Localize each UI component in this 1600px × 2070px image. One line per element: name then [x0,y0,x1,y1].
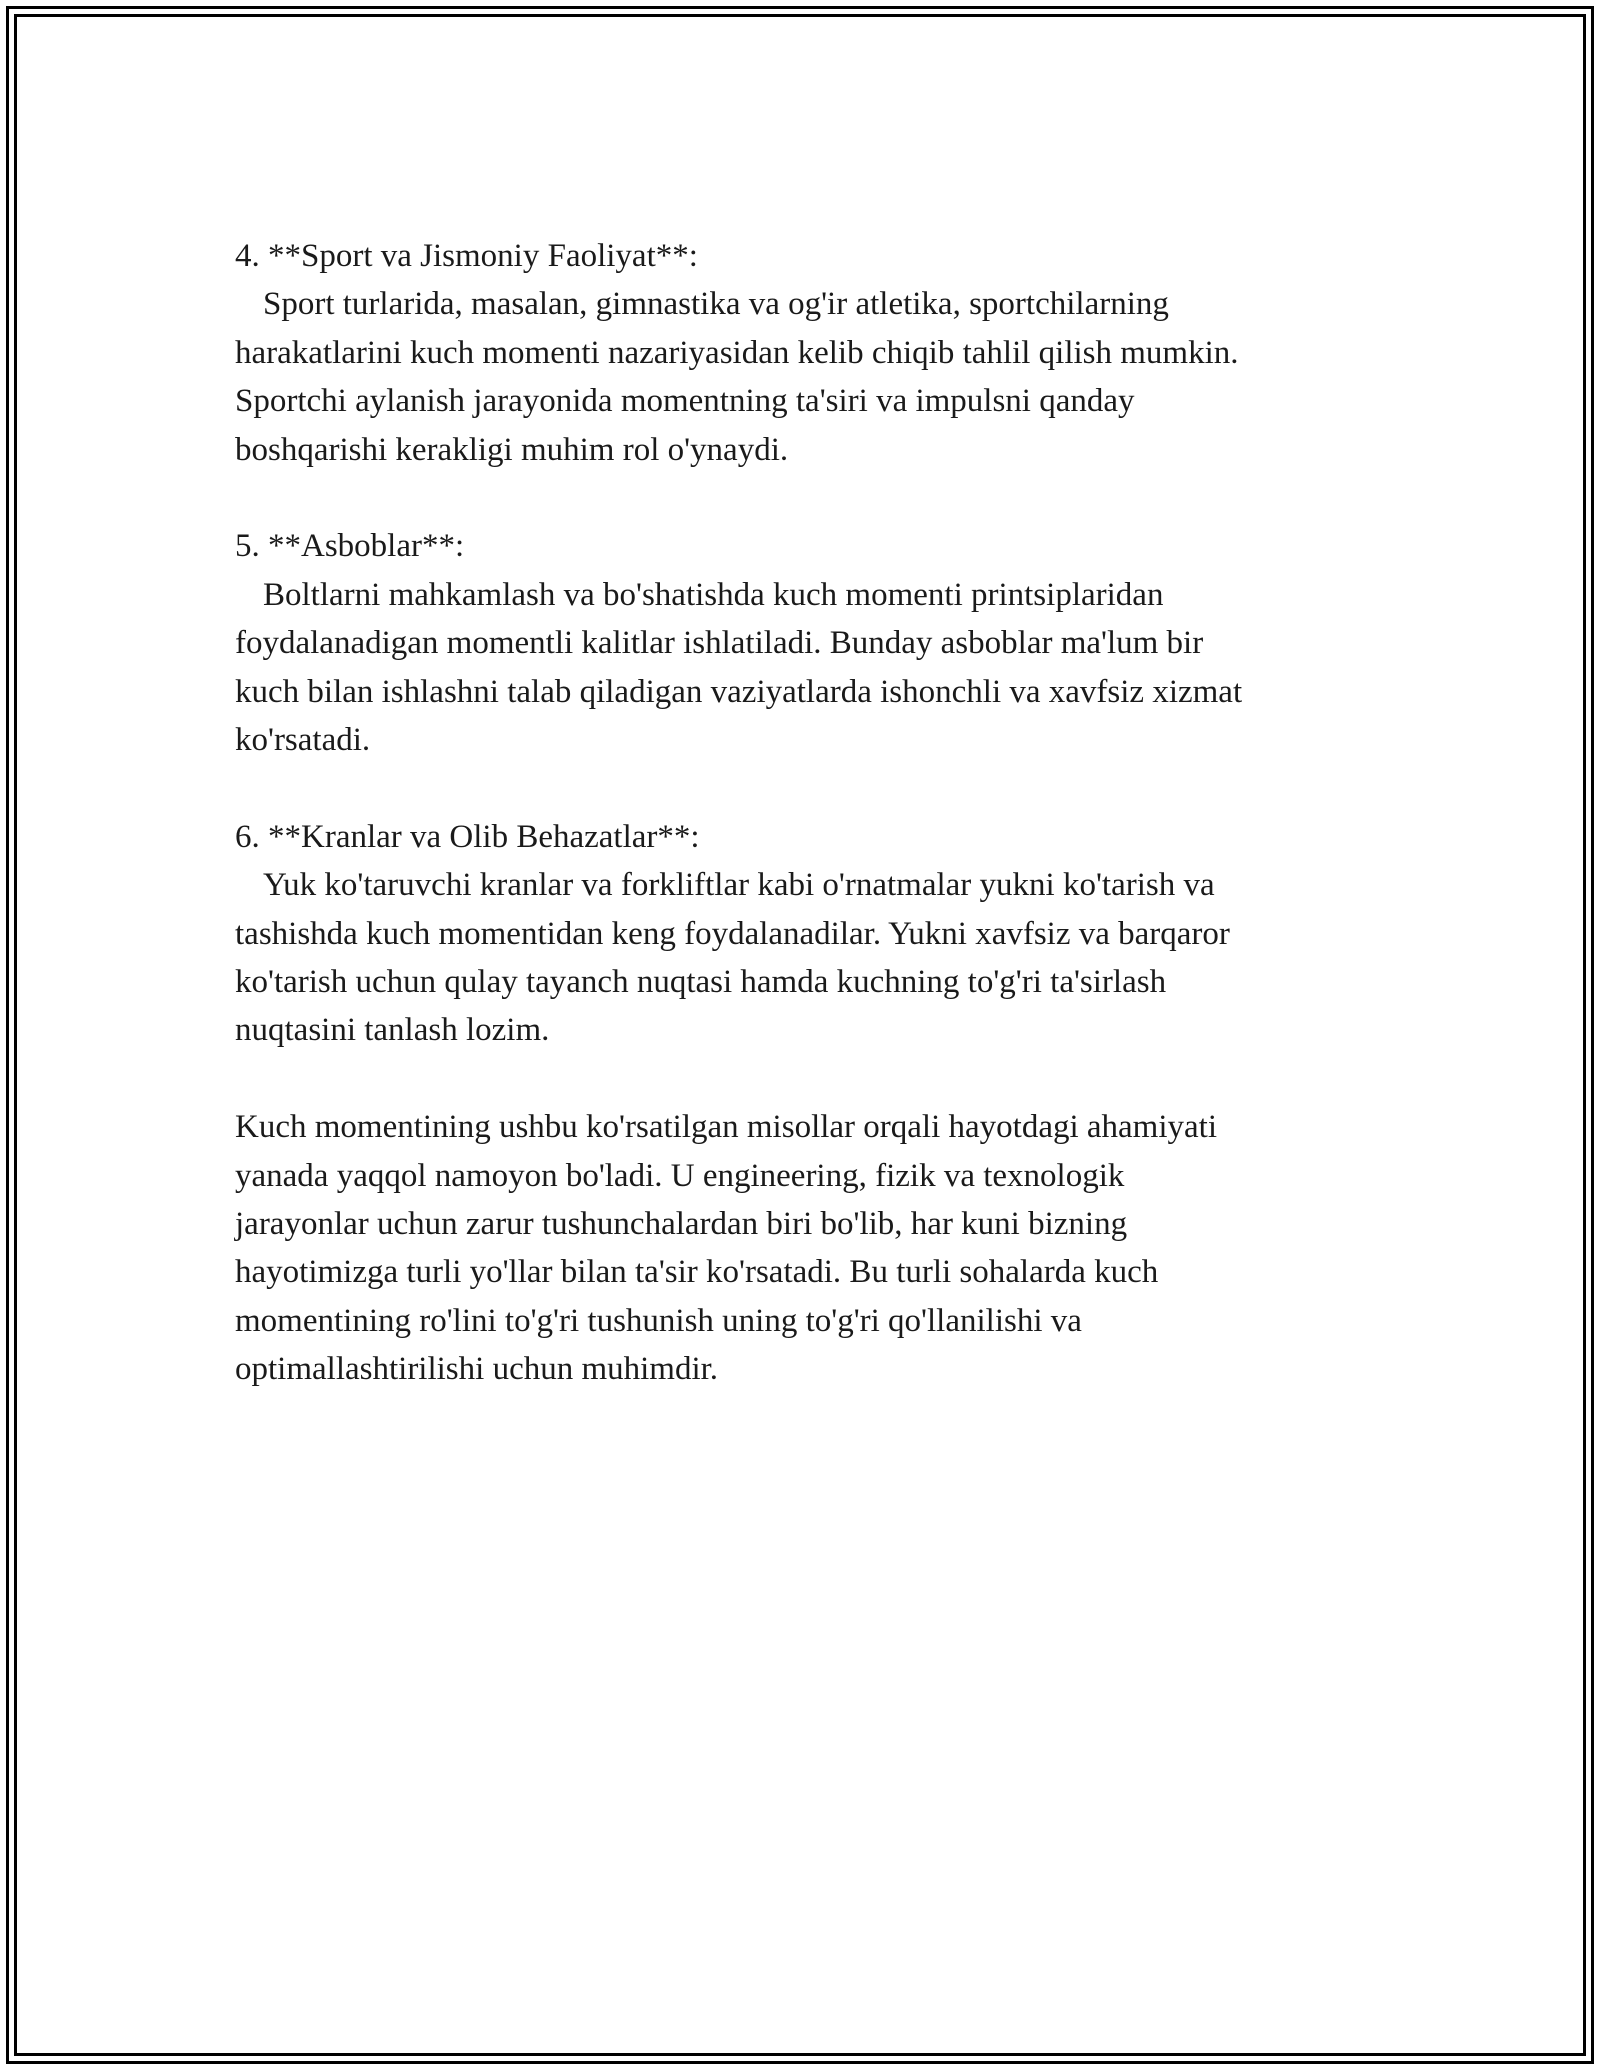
paragraph-line: Boltlarni mahkamlash va bo'shatishda kuch momenti printsiplaridan [263,576,1164,613]
section-tools [235,522,1375,764]
section-heading: 6. **Kranlar va Olib Behazatlar**: [235,818,700,855]
section-sport [235,232,1375,474]
paragraph-line: foydalanadigan momentli kalitlar ishlatiladi. Bunday asboblar ma'lum bir [235,625,1204,662]
section-heading: 5. **Asboblar**: [235,528,465,565]
conclusion-paragraph [235,1103,1375,1393]
paragraph-line: boshqarishi kerakligi muhim rol o'ynaydi. [235,431,789,468]
paragraph-line: momentining ro'lini to'g'ri tushunish uning to'g'ri qo'llanilishi va [235,1302,1082,1339]
paragraph-line: harakatlarini kuch momenti nazariyasidan kelib chiqib tahlil qilish mumkin. [235,334,1239,371]
section-heading: 4. **Sport va Jismoniy Faoliyat**: [235,238,698,274]
paragraph-line: nuqtasini tanlash lozim. [235,1012,550,1049]
paragraph-line: optimallashtirilishi uchun muhimdir. [235,1351,719,1388]
section-paragraph [235,861,1375,1055]
paragraph-line: jarayonlar uchun zarur tushunchalardan biri bo'lib, har kuni bizning [235,1206,1128,1243]
paragraph-line: Yuk ko'taruvchi kranlar va forkliftlar kabi o'rnatmalar yukni ko'tarish va [263,867,1215,904]
paragraph-line: ko'rsatadi. [235,722,371,759]
paragraph-line: hayotimizga turli yo'llar bilan ta'sir ko'rsatadi. Bu turli sohalarda kuch [235,1254,1159,1291]
paragraph-line: Sportchi aylanish jarayonida momentning ta'siri va impulsni qanday [235,383,1135,420]
paragraph-line: Kuch momentining ushbu ko'rsatilgan misollar orqali hayotdagi ahamiyati [235,1109,1218,1146]
paragraph-line: kuch bilan ishlashni talab qiladigan vaziyatlarda ishonchli va xavfsiz xizmat [235,673,1243,710]
section-cranes [235,813,1375,1055]
paragraph-line: Sport turlarida, masalan, gimnastika va og'ir atletika, sportchilarning [263,286,1169,323]
section-paragraph [235,571,1375,765]
paragraph-line: tashishda kuch momentidan keng foydalanadilar. Yukni xavfsiz va barqaror [235,915,1230,952]
section-paragraph [235,280,1375,474]
document-body [235,232,1375,1442]
paragraph-line: ko'tarish uchun qulay tayanch nuqtasi hamda kuchning to'g'ri ta'sirlash [235,964,1167,1001]
paragraph-line: yanada yaqqol namoyon bo'ladi. U engineering, fizik va texnologik [235,1157,1125,1194]
